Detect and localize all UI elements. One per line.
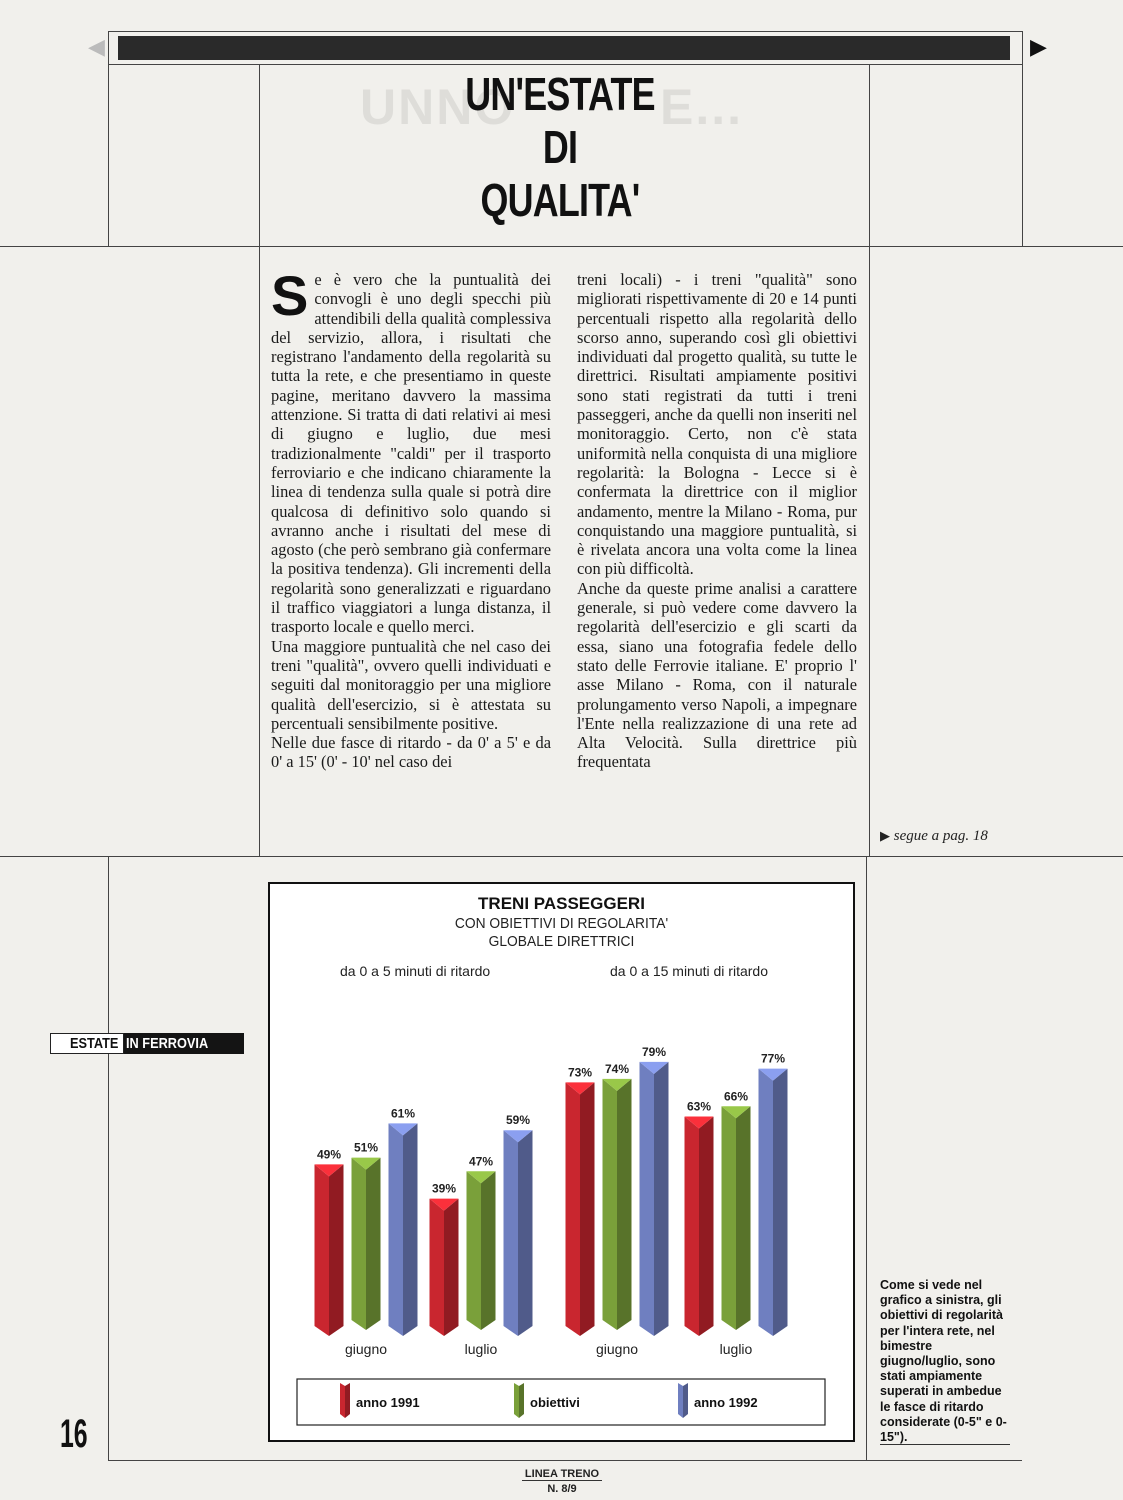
data-label-anno-1992-0: 61% xyxy=(390,1106,416,1121)
legend-label-0: anno 1991 xyxy=(356,1395,420,1410)
lower-right-line xyxy=(866,856,867,1460)
bottom-line xyxy=(108,1460,1022,1461)
data-label-obiettivi-0: 51% xyxy=(353,1140,379,1155)
group-header-0-5: da 0 a 5 minuti di ritardo xyxy=(340,963,491,979)
article-column-1 xyxy=(271,264,551,772)
data-label-anno-1992-1: 59% xyxy=(505,1113,531,1128)
continue-arrow-icon: ▶ xyxy=(880,829,890,844)
data-label-anno-1991-1: 39% xyxy=(431,1181,457,1196)
title-line-2: DI xyxy=(542,121,578,173)
continued-link[interactable] xyxy=(880,828,988,845)
footer-magazine: LINEA TRENO xyxy=(522,1468,602,1481)
section-tag-white-text: ESTATE xyxy=(70,1035,119,1052)
article-column-2 xyxy=(577,270,857,772)
category-label-2: giugno xyxy=(595,1341,639,1357)
group-header-0-15: da 0 a 15 minuti di ritardo xyxy=(610,963,768,979)
frame-col-left xyxy=(259,64,260,246)
header-bottom-line xyxy=(0,246,1123,247)
data-label-anno-1991-3: 63% xyxy=(686,1099,712,1114)
category-label-1: luglio xyxy=(464,1341,498,1357)
frame-col-right xyxy=(869,64,870,246)
category-label-3: luglio xyxy=(719,1341,753,1357)
col2-paragraph-1: treni locali) - i treni "qualità" sono migliorati rispettivamente di 20 e 14 punti percentuali rispetto alla regolarità dello scorso anno, superando così gli obiettivi individuati dal progetto qualità, su tutte le direttrici. Risultati ampiamente positivi sono stati registrati da tutti i treni passeggeri, anche da quelli non inseriti nel monitoraggio. Certo, non c'è stata uniformità nella conquista di una migliore regolarità: la Bologna - Lecce si è confermata la direttrice con il miglior andamento, mentre la Milano - Roma, pur conquistando una maggiore puntualità, si è rivelata ancora una volta come la linea con più difficoltà. xyxy=(577,270,857,579)
chart-caption: Come si vede nel grafico a sinistra, gli obiettivi di regolarità per l'intera rete, nel bimestre giugno/luglio, sono stati ampiamente superati in ambedue le fasce di ritardo considerate (0-5" e 0-15"). xyxy=(880,1278,1007,1445)
ghost-text-left: UNNO xyxy=(360,79,516,135)
data-label-obiettivi-3: 66% xyxy=(723,1089,749,1104)
chart-subtitle-1: CON OBIETTIVI DI REGOLARITA' xyxy=(454,915,669,932)
ghost-text-right: E... xyxy=(660,79,744,135)
footer-issue: N. 8/9 xyxy=(547,1483,577,1495)
col1-paragraph-2: Una maggiore puntualità che nel caso dei treni "qualità", ovvero quelli individuati e seguiti dal monitoraggio per una migliore qualità dell'esercizio, si è attestata su percentuali sensibilmente positive. xyxy=(271,636,551,733)
category-label-0: giugno xyxy=(344,1341,388,1357)
data-label-anno-1991-2: 73% xyxy=(567,1065,593,1080)
page-number: 16 xyxy=(60,1412,88,1456)
lower-left-line xyxy=(108,856,109,1460)
mid-line xyxy=(0,856,1123,857)
col1-paragraph-1: e è vero che la puntualità dei convogli è uno degli specchi più attendibili della qualità complessiva del servizio, allora, i risultati che registrano l'andamento della regolarità su tutta la rete, e che presentiamo in queste pagine, meritano davvero la massima attenzione. Si tratta di dati relativi ai mesi di giugno e luglio, due mesi tradizionalmente "caldi" per il trasporto ferroviario e che indicano chiaramente la linea di tendenza sulla quale si potrà dire qualcosa di definitivo solo quando si avranno anche i risultati del mese di agosto (che però sembrano già confermare la positiva tendenza). Gli incrementi della regolarità sono generalizzati e riguardano il traffico viaggiatori a lunga distanza, il trasporto locale e quello merci. xyxy=(271,270,551,637)
section-tag-black-text: IN FERROVIA xyxy=(126,1035,209,1052)
data-label-anno-1992-2: 79% xyxy=(641,1044,667,1059)
chart-subtitle-2: GLOBALE DIRETTRICI xyxy=(488,933,635,950)
legend-label-1: obiettivi xyxy=(530,1395,580,1410)
section-tag xyxy=(20,1033,244,1054)
data-label-anno-1991-0: 49% xyxy=(316,1147,342,1162)
col1-paragraph-3: Nelle due fasce di ritardo - da 0' a 5' e da 0' a 15' (0' - 10' nel caso dei xyxy=(271,733,551,772)
drop-cap: S xyxy=(271,264,309,327)
body-left-line xyxy=(259,246,260,856)
title-line-1: UN'ESTATE xyxy=(465,68,655,120)
data-label-obiettivi-1: 47% xyxy=(468,1154,494,1169)
frame-top-line xyxy=(108,31,1023,32)
top-bar xyxy=(118,36,1010,60)
left-arrow-icon: ◀ xyxy=(88,35,105,60)
caption-rule xyxy=(880,1444,1010,1445)
frame-inner-line-top xyxy=(108,64,1023,65)
body-right-line xyxy=(869,246,870,856)
data-label-anno-1992-3: 77% xyxy=(760,1051,786,1066)
continued-text: segue a pag. 18 xyxy=(893,828,988,844)
title-line-3: QUALITA' xyxy=(480,174,640,226)
right-arrow-icon: ▶ xyxy=(1030,35,1047,60)
legend-label-2: anno 1992 xyxy=(694,1395,758,1410)
col2-paragraph-2: Anche da queste prime analisi a carattere generale, si può vedere come davvero la regolarità dell'esercizio e gli scarti da essa, siano una fotografia fedele dello stato delle Ferrovie italiane. E' proprio l' asse Milano - Roma, con il naturale prolungamento verso Napoli, a impegnare l'Ente nella realizzazione di una rete ad Alta Velocità. Sulla direttrice più frequentata xyxy=(577,578,857,772)
page-title xyxy=(420,68,701,227)
chart-title: TRENI PASSEGGERI xyxy=(478,894,645,913)
data-label-obiettivi-2: 74% xyxy=(604,1061,630,1076)
